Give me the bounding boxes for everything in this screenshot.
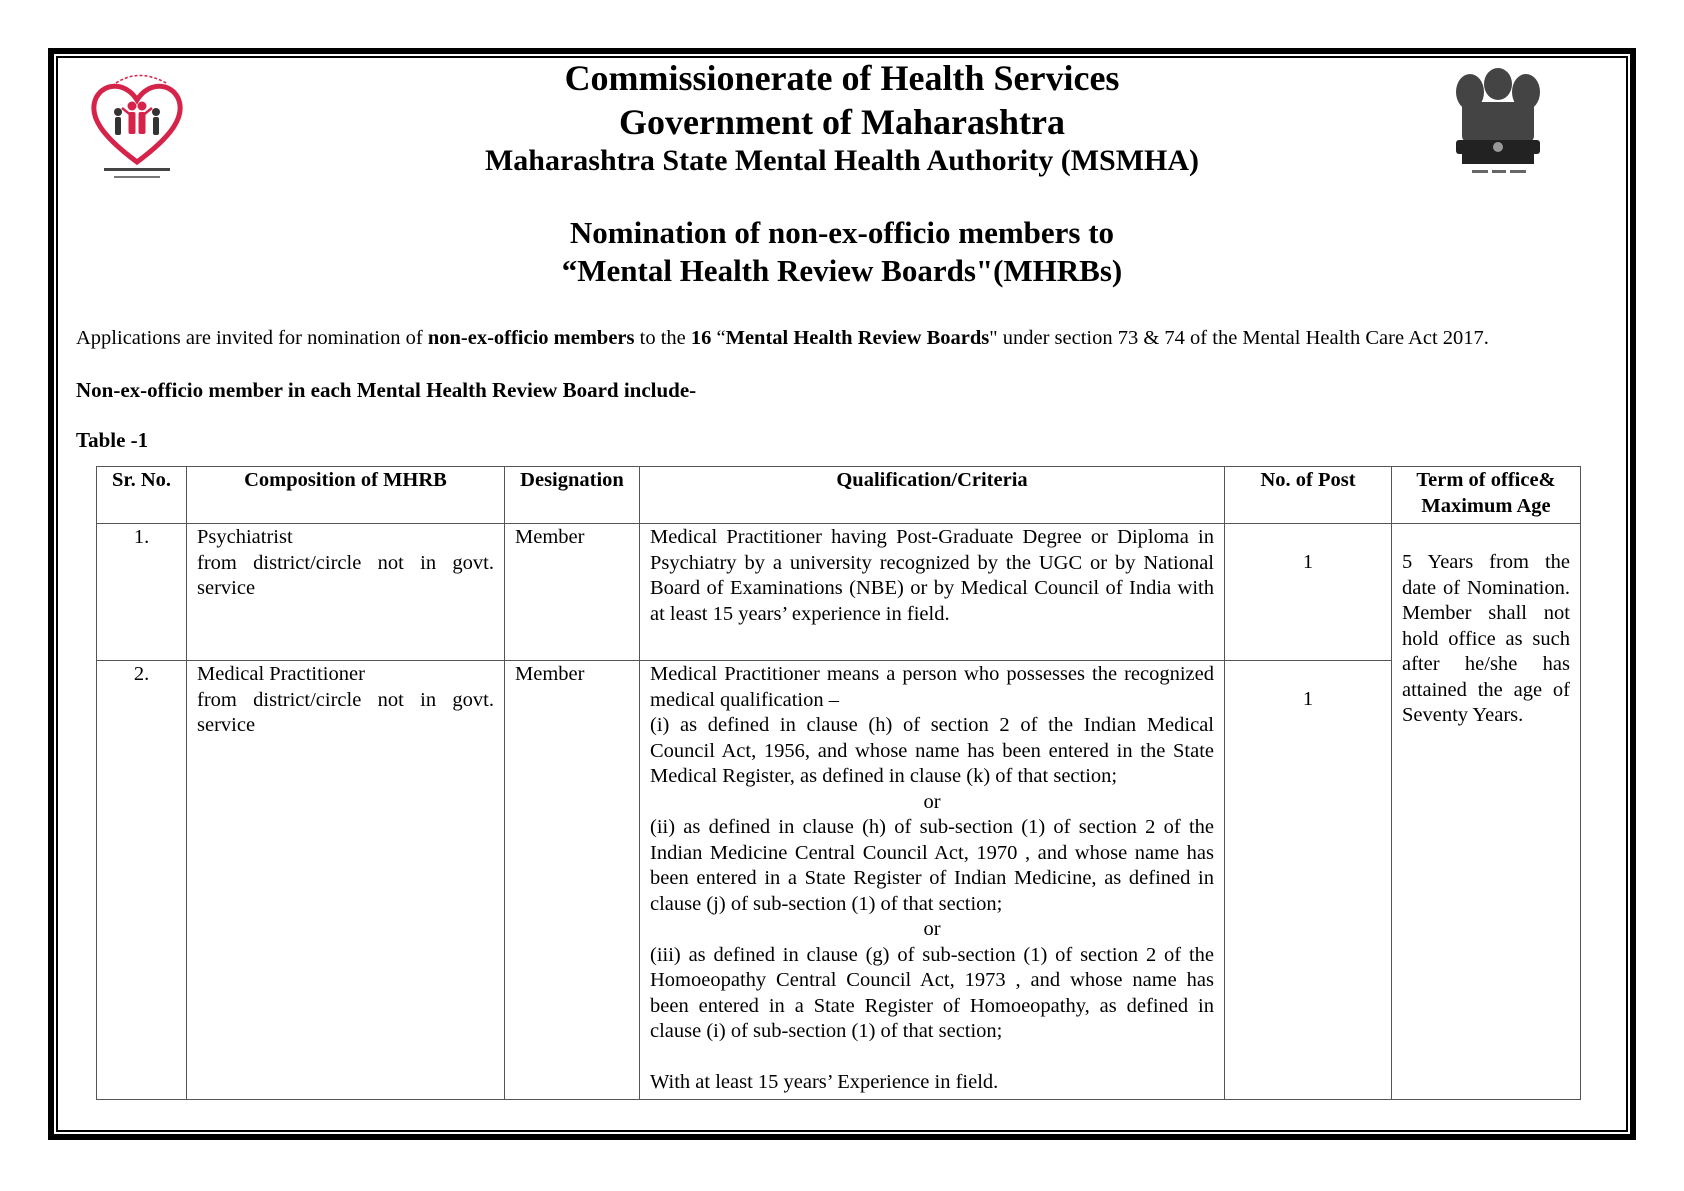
intro-paragraph: Applications are invited for nomination of non-ex-officio members to the 16 “Mental Health Review Boards" under section 73 & 74 of the Mental Health Care Act 2017. — [76, 327, 1489, 349]
table-row — [97, 661, 1581, 1100]
header-no-of-post: No. of Post — [1225, 467, 1392, 524]
row2-posts: 1 — [1225, 661, 1392, 1100]
row1-designation: Member — [505, 524, 640, 661]
header-term: Term of office& Maximum Age — [1392, 467, 1581, 524]
header-sr-no: Sr. No. — [97, 467, 187, 524]
row2-q-spacer — [650, 1045, 1214, 1070]
row2-q-or-2: or — [923, 918, 941, 940]
row2-composition-role: Medical Practitioner — [197, 663, 365, 685]
org-title-line-1: Commissionerate of Health Services — [564, 58, 1120, 98]
row2-designation: Member — [505, 661, 640, 1100]
row2-q-intro: Medical Practitioner means a person who possesses the recognized medical qualification – — [650, 663, 1214, 711]
row2-q-clause-i: (i) as defined in clause (h) of section 2 of the Indian Medical Council Act, 1956, and whose name has been entered in the State Medical Register, as defined in clause (k) of that section; — [650, 714, 1214, 787]
row2-composition-detail: from district/circle not in govt. service — [197, 688, 494, 736]
row2-q-clause-ii: (ii) as defined in clause (h) of sub-section (1) of section 2 of the Indian Medicine Central Council Act, 1970 , and whose name has been entered in a State Register of Indian Medicine, as defined in clause (j) of sub-section (1) of that section; — [650, 816, 1214, 915]
mhrb-composition-table — [96, 466, 1581, 1100]
row2-q-or-1: or — [923, 790, 941, 813]
org-title-line-2: Government of Maharashtra — [619, 102, 1065, 142]
row1-composition — [187, 524, 505, 661]
national-emblem-lion-capital-icon — [1436, 62, 1560, 192]
row1-sr: 1. — [97, 524, 187, 661]
members-sub-heading: Non-ex-officio member in each Mental Health Review Board include- — [76, 378, 697, 402]
org-title-line-3: Maharashtra State Mental Health Authority (MSMHA) — [484, 144, 1200, 177]
row2-qualification — [640, 661, 1225, 1100]
header-composition: Composition of MHRB — [187, 467, 505, 524]
document-title-line-2: “Mental Health Review Boards"(MHRBs) — [561, 253, 1123, 288]
row2-composition — [187, 661, 505, 1100]
row2-sr: 2. — [97, 661, 187, 1100]
row1-composition-detail: from district/circle not in govt. service — [197, 551, 494, 599]
row2-q-experience: With at least 15 years’ Experience in field. — [650, 1070, 999, 1093]
header-designation: Designation — [505, 467, 640, 524]
public-health-department-logo-icon — [82, 64, 192, 188]
row1-qualification: Medical Practitioner having Post-Graduate Degree or Diploma in Psychiatry by a university recognized by the UGC or by National Board of Examinations (NBE) or by Medical Council of India with at least 15 years’ experience in field. — [640, 524, 1225, 661]
term-of-office: 5 Years from the date of Nomination. Member shall not hold office as such after he/she has attained the age of Seventy Years. — [1392, 524, 1581, 1100]
document-title-line-1: Nomination of non-ex-officio members to — [569, 215, 1115, 250]
row2-q-clause-iii: (iii) as defined in clause (g) of sub-section (1) of section 2 of the Homoeopathy Central Council Act, 1973 , and whose name has been entered in a State Register of Homoeopathy, as defined in clause (i) of sub-section (1) of that section; — [650, 943, 1214, 1042]
table-label: Table -1 — [76, 428, 149, 452]
header-qualification: Qualification/Criteria — [640, 467, 1225, 524]
row1-composition-role: Psychiatrist — [197, 526, 293, 548]
table-row — [97, 524, 1581, 661]
row1-posts: 1 — [1225, 524, 1392, 661]
table-header-row — [97, 467, 1581, 524]
